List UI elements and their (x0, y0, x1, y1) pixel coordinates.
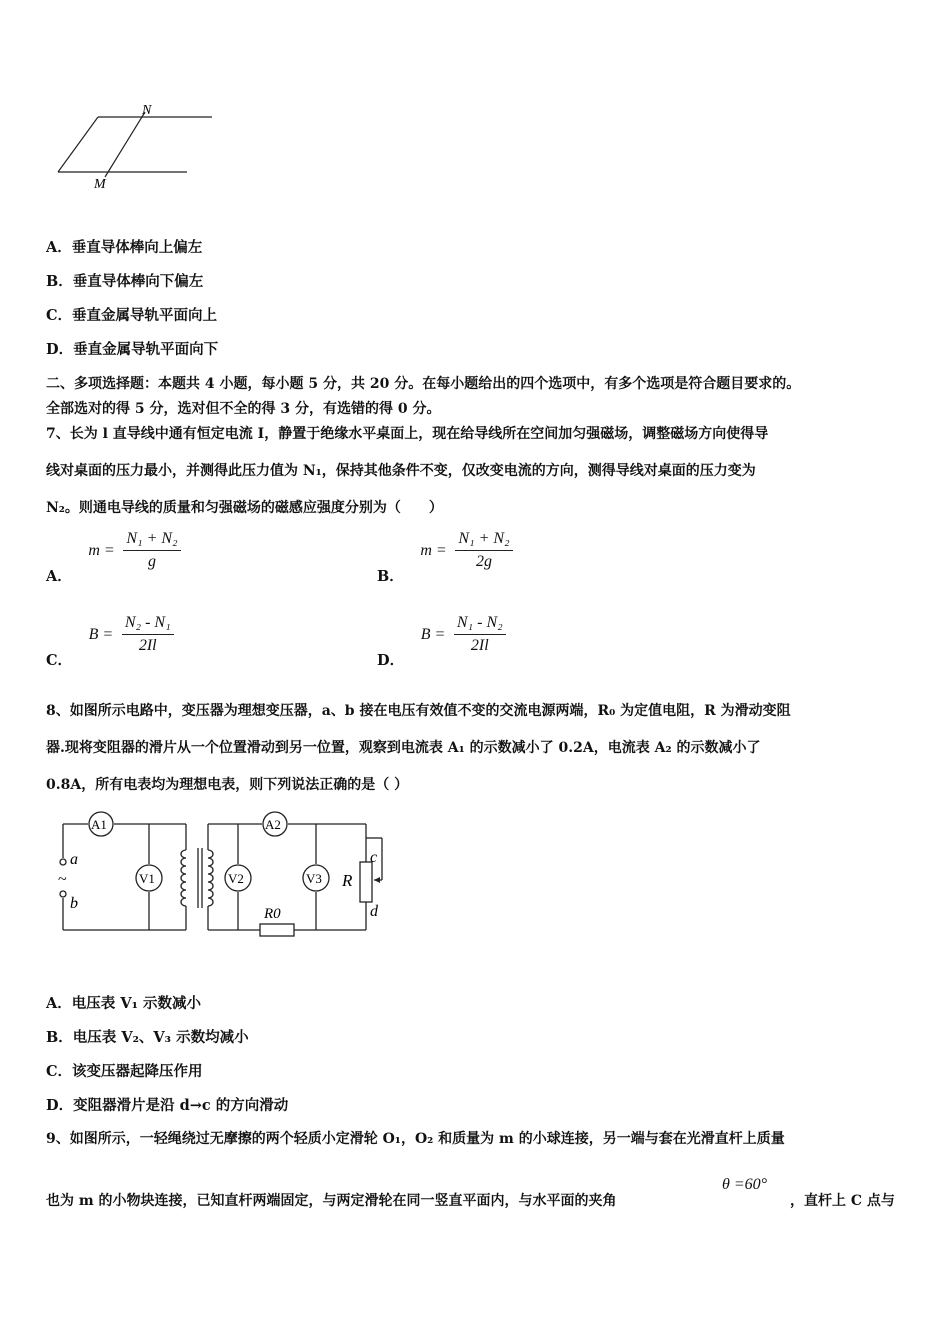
q7-option-c: C． B = $\frac{\text{N₂ - N₁}}{2Il}$ (46, 614, 174, 655)
resistor-r-label: R (342, 871, 353, 890)
q7-line1: 7、长为 l 直导线中通有恒定电流 I，静置于绝缘水平桌面上，现在给导线所在空间加匀强磁场，调整磁场方向使得导 (46, 426, 769, 442)
voltmeter-v1: V1 (139, 871, 155, 886)
slider-c-label: c (370, 849, 378, 866)
slider-d-label: d (370, 903, 378, 920)
voltmeter-v2: V2 (228, 871, 244, 886)
q7-line3: N₂。则通电导线的质量和匀强磁场的磁感应强度分别为（ ） (46, 500, 443, 516)
q6-option-c: C．垂直金属导轨平面向上 (46, 307, 218, 324)
q9-line2b: ，直杆上 C 点与 (790, 1193, 895, 1209)
q8-option-b: B．电压表 V₂、V₃ 示数均减小 (46, 1029, 249, 1046)
q9-line2a: 也为 m 的小物块连接，已知直杆两端固定，与两定滑轮在同一竖直平面内，与水平面的夹角 (46, 1193, 617, 1209)
q6-option-d: D．垂直金属导轨平面向下 (46, 341, 219, 358)
rails-figure (50, 98, 220, 193)
q9-line1: 9、如图所示，一轻绳绕过无摩擦的两个轻质小定滑轮 O₁，O₂ 和质量为 m 的小球连接，另一端与套在光滑直杆上质量 (46, 1131, 785, 1147)
terminal-a: a (70, 851, 78, 868)
q8-option-a: A．电压表 V₁ 示数减小 (46, 995, 201, 1012)
voltmeter-v3: V3 (306, 871, 322, 886)
section2-line2: 全部选对的得 5 分，选对但不全的得 3 分，有选错的得 0 分。 (46, 401, 441, 417)
circuit-diagram (46, 808, 396, 944)
q8-line3: 0.8A，所有电表均为理想电表，则下列说法正确的是（ ） (46, 777, 409, 793)
q8-option-c: C．该变压器起降压作用 (46, 1063, 203, 1080)
q7-line2: 线对桌面的压力最小，并测得此压力值为 N₁，保持其他条件不变，仅改变电流的方向，测得导线对桌面的压力变为 (46, 463, 756, 479)
q7-option-b: B． m = $\frac{\text{N₁ + N₂}}{2g}$ (377, 530, 513, 571)
q7-option-a: A． m = $\frac{\text{N₁ + N₂}}{g}$ (46, 530, 181, 571)
label-n: N (142, 103, 152, 118)
ammeter-a2: A2 (265, 817, 281, 832)
terminal-b: b (70, 895, 78, 912)
label-m: M (94, 177, 106, 192)
q8-line2: 器.现将变阻器的滑片从一个位置滑动到另一位置，观察到电流表 A₁ 的示数减小了 0.2A，电流表 A₂ 的示数减小了 (46, 740, 761, 756)
section2-line1: 二、多项选择题：本题共 4 小题，每小题 5 分，共 20 分。在每小题给出的四个选项中，有多个选项是符合题目要求的。 (46, 376, 801, 392)
q6-option-b: B．垂直导体棒向下偏左 (46, 273, 204, 290)
ac-symbol: ~ (58, 871, 67, 888)
resistor-r0-label: R0 (264, 906, 281, 922)
q8-option-d: D．变阻器滑片是沿 d→c 的方向滑动 (46, 1097, 289, 1114)
q9-angle: θ =60° (722, 1176, 768, 1193)
ammeter-a1: A1 (91, 817, 107, 832)
q8-line1: 8、如图所示电路中，变压器为理想变压器，a、b 接在电压有效值不变的交流电源两端，R₀ 为定值电阻，R 为滑动变阻 (46, 703, 791, 719)
q7-option-d: D． B = $\frac{\text{N₁ - N₂}}{2Il}$ (377, 614, 506, 655)
q6-option-a: A．垂直导体棒向上偏左 (46, 239, 203, 256)
